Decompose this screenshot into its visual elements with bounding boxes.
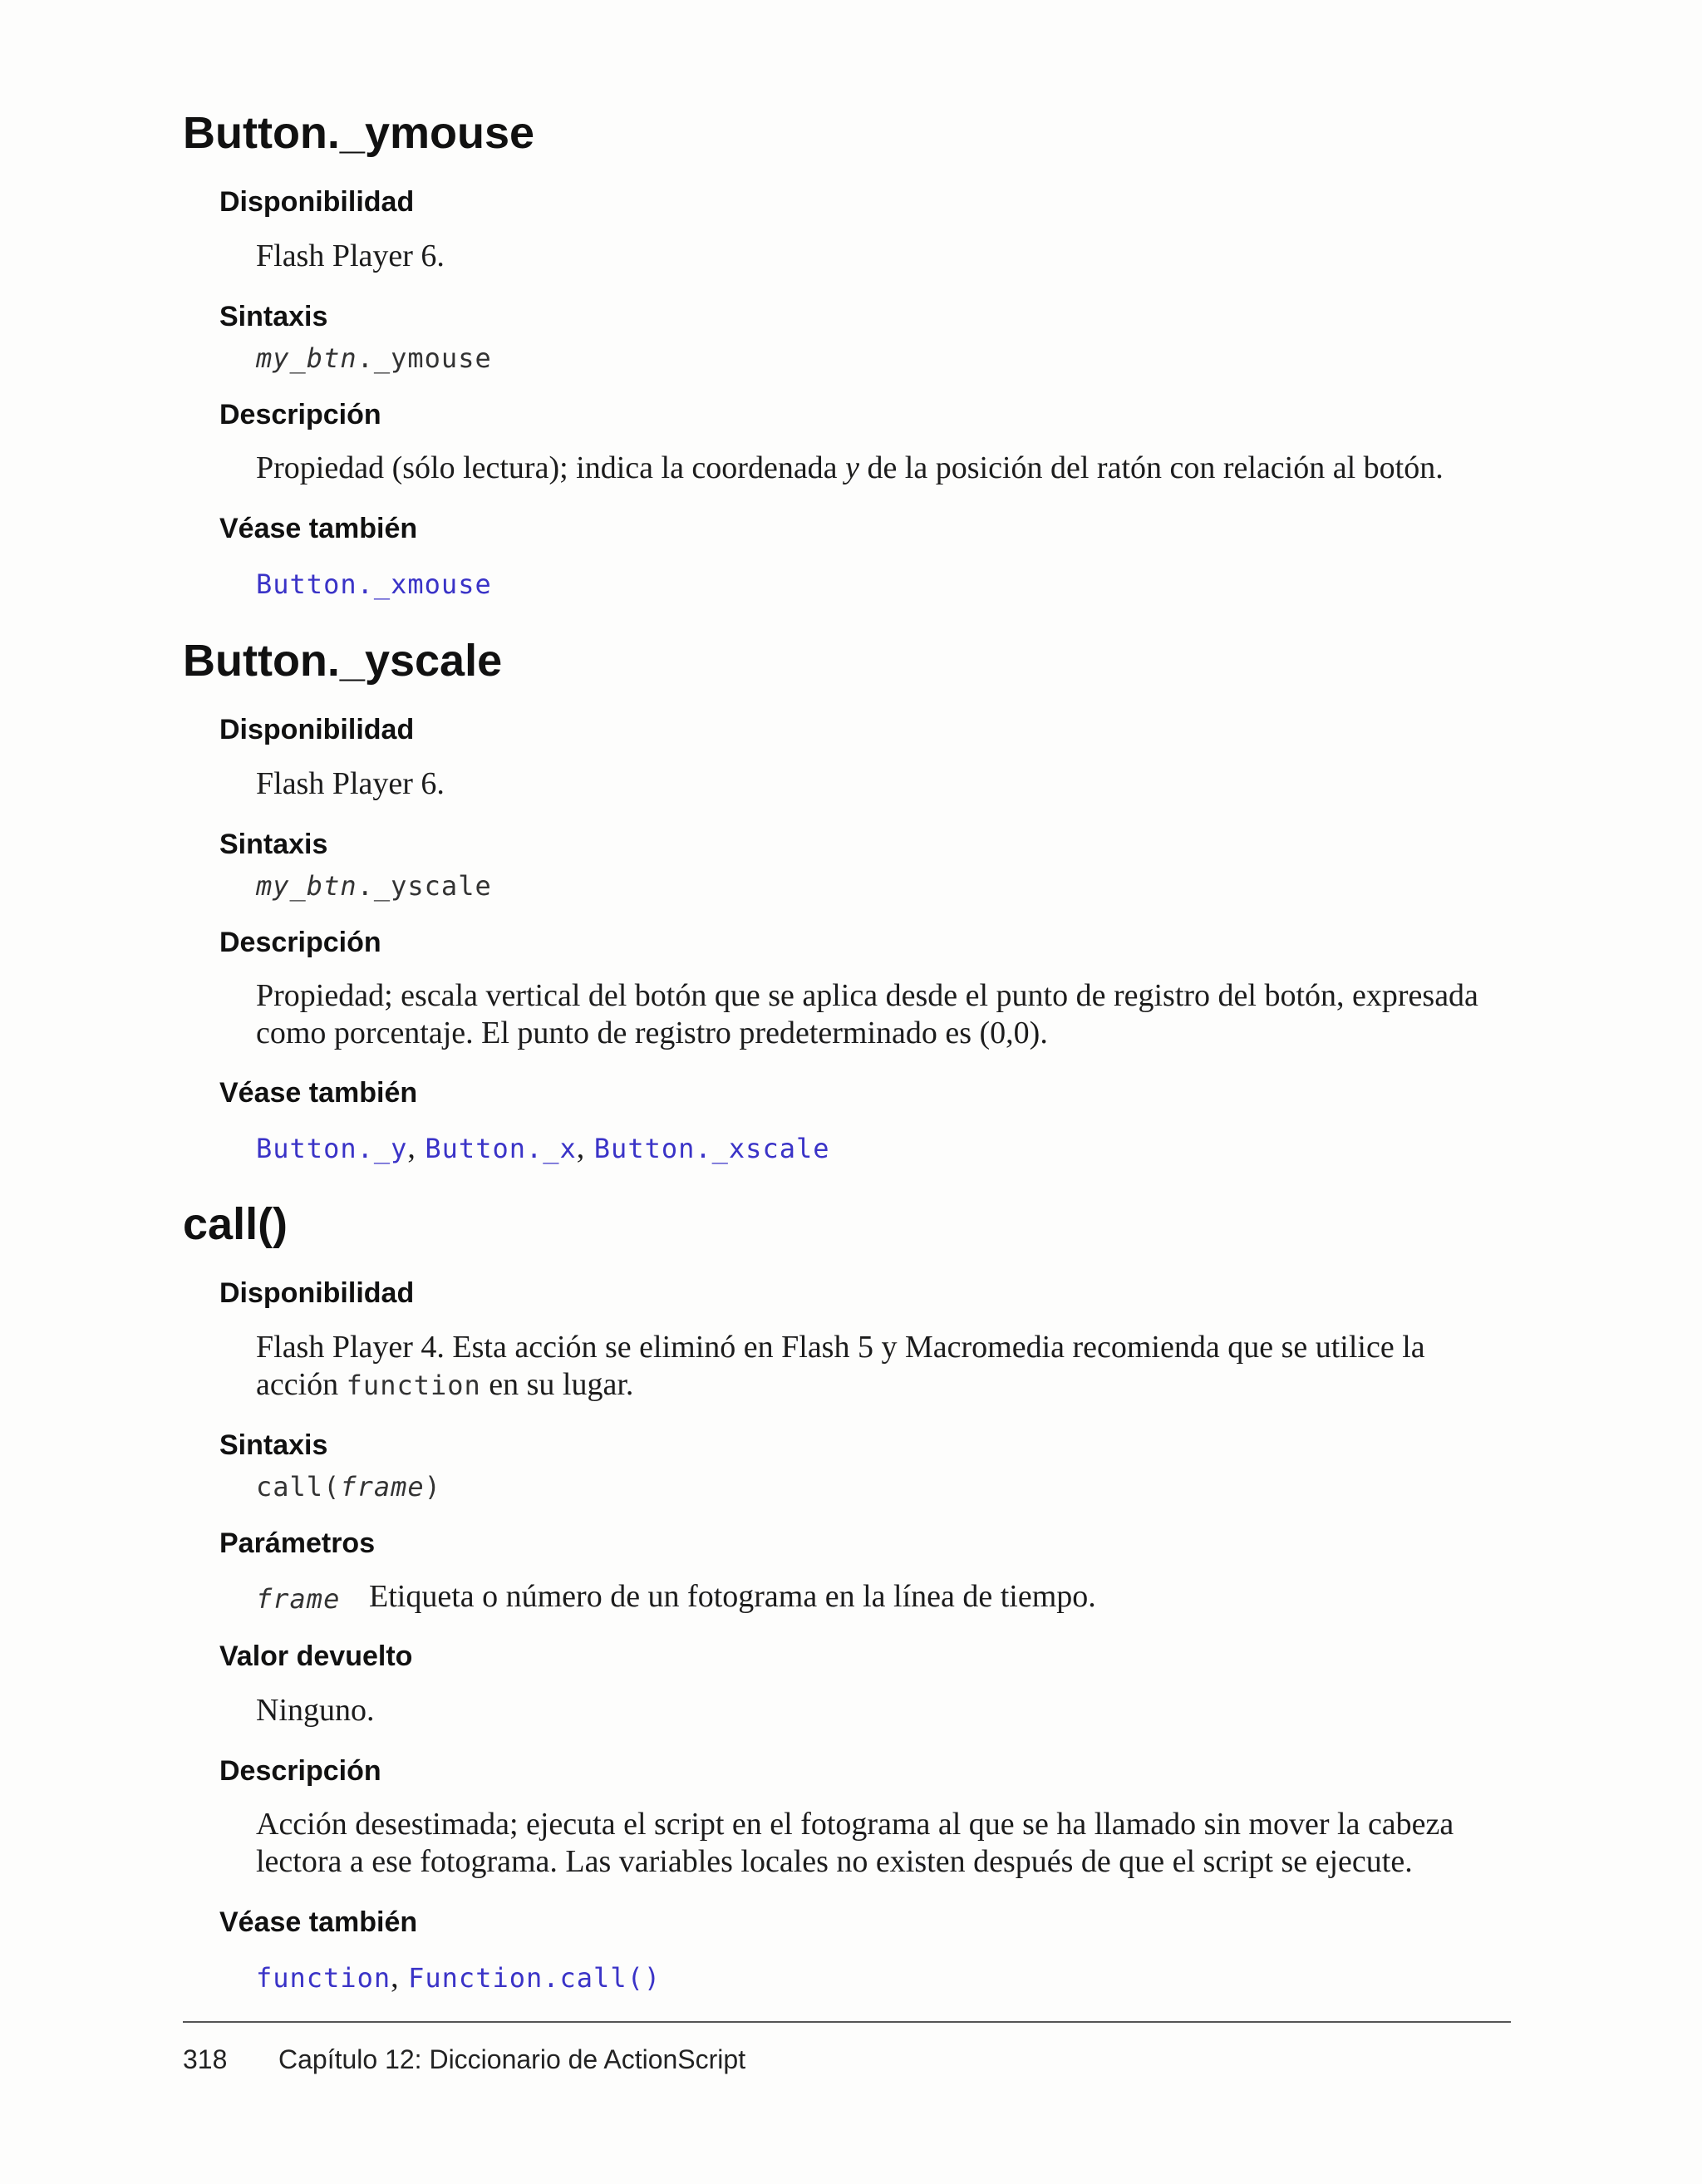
syntax-object: my_btn (256, 342, 357, 374)
parameters-heading: Parámetros (219, 1527, 376, 1559)
availability-heading: Disponibilidad (219, 1277, 415, 1309)
see-also-heading: Véase también (219, 513, 418, 544)
parameter-description: Etiqueta o número de un fotograma en la línea de tiempo. (369, 1579, 1096, 1614)
syntax-property: ._ymouse (357, 342, 492, 374)
description-text: Acción desestimada; ejecuta el script en el fotograma al que se ha llamado sin mover la cabeza lectora a ese fotograma. Las variables locales no existen después de que el script se ejecute. (256, 1807, 1454, 1879)
description-heading: Descripción (219, 1755, 381, 1787)
syntax-code (256, 342, 492, 375)
entry-title-yscale: Button._yscale (183, 636, 503, 686)
see-also-link-xmouse[interactable]: Button._xmouse (256, 568, 492, 600)
see-also-links: Button._y, Button._x, Button._xscale (256, 1130, 830, 1165)
see-also-link-xscale[interactable]: Button._xscale (593, 1133, 830, 1164)
availability-text: Flash Player 6. (256, 766, 445, 801)
see-also-heading: Véase también (219, 1077, 418, 1109)
return-value-heading: Valor devuelto (219, 1640, 413, 1672)
see-also-link-function[interactable]: function (256, 1962, 391, 1994)
return-value-text: Ninguno. (256, 1693, 375, 1728)
syntax-heading: Sintaxis (219, 1429, 328, 1461)
see-also-link-y[interactable]: Button._y (256, 1133, 408, 1164)
page-number: 318 (183, 2044, 228, 2074)
syntax-object: my_btn (256, 870, 357, 902)
description-text (256, 450, 1503, 487)
description-part: de la posición del ratón con relación al botón. (858, 450, 1444, 485)
see-also-link-x[interactable]: Button._x (425, 1133, 577, 1164)
chapter-title: Capítulo 12: Diccionario de ActionScript (278, 2044, 746, 2074)
parameter-name (256, 1582, 340, 1616)
description-heading: Descripción (219, 399, 381, 430)
entry-title-call: call() (183, 1199, 288, 1249)
description-heading: Descripción (219, 927, 381, 958)
syntax-function: call( (256, 1471, 341, 1503)
description-text: Propiedad; escala vertical del botón que se aplica desde el punto de registro del botón, expresada como porcentaje. El punto de registro predeterminado es (0,0). (256, 978, 1478, 1050)
syntax-heading: Sintaxis (219, 829, 328, 860)
availability-part: Flash Player 4. Esta acción se eliminó en Flash 5 y Macromedia recomienda que se utilice la acción (256, 1330, 1425, 1402)
availability-text: Flash Player 6. (256, 239, 445, 273)
see-also-heading: Véase también (219, 1906, 418, 1938)
syntax-argument: frame (340, 1471, 425, 1503)
syntax-code (256, 869, 492, 903)
syntax-property: ._yscale (357, 870, 492, 902)
availability-text (256, 1329, 1503, 1404)
parameter-name-text: frame (256, 1583, 341, 1615)
syntax-close: ) (424, 1471, 441, 1503)
availability-part: en su lugar. (480, 1367, 634, 1402)
see-also-links: function, Function.call() (256, 1960, 662, 1995)
entry-title-ymouse: Button._ymouse (183, 108, 535, 158)
availability-code: function (346, 1370, 481, 1401)
see-also-link-function-call[interactable]: Function.call() (408, 1962, 662, 1994)
syntax-code (256, 1470, 441, 1503)
description-variable: y (845, 450, 859, 485)
availability-heading: Disponibilidad (219, 714, 415, 745)
footer-divider (183, 2021, 1511, 2023)
syntax-heading: Sintaxis (219, 301, 328, 332)
description-part: Propiedad (sólo lectura); indica la coordenada (256, 450, 846, 485)
availability-heading: Disponibilidad (219, 186, 415, 218)
see-also-links (256, 568, 492, 601)
